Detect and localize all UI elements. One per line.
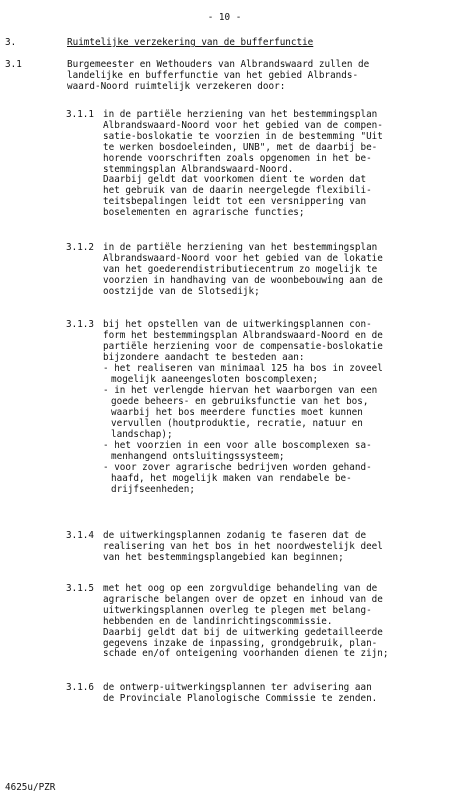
paragraph-line: hebbenden en de landinrichtingscommissie. bbox=[103, 615, 333, 627]
clause-3-1-6-text bbox=[103, 683, 427, 705]
paragraph-line: vervullen (houtproduktie, recratie, natuur en bbox=[111, 417, 363, 429]
section-title-text: Ruimtelijke verzekering van de bufferfunctie bbox=[67, 37, 314, 48]
paragraph-line: form het bestemmingsplan Albrandswaard-Noord en de bbox=[103, 329, 383, 341]
paragraph-line: stemmingsplan Albrandswaard-Noord. bbox=[103, 163, 294, 175]
paragraph-line: de uitwerkingsplannen zodanig te faseren dat de bbox=[103, 530, 367, 541]
paragraph-line: agrarische belangen over de opzet en inhoud van de bbox=[103, 593, 383, 605]
paragraph-line: het gebruik van de daarin neergelegde flexibili- bbox=[103, 185, 372, 197]
paragraph-line: de Provinciale Planologische Commissie te zenden. bbox=[103, 692, 378, 704]
paragraph-line: uitwerkingsplannen overleg te plegen met belang- bbox=[103, 604, 372, 616]
paragraph-line: de ontwerp-uitwerkingsplannen ter advisering aan bbox=[103, 682, 372, 693]
document-code: 4625u/PZR bbox=[5, 782, 56, 793]
bullet-continuation bbox=[111, 474, 427, 496]
clause-3-1-number: 3.1 bbox=[5, 59, 22, 70]
clause-3-1-1-text bbox=[103, 110, 427, 219]
paragraph-line: van het goederendistributiecentrum zo mogelijk te bbox=[103, 263, 378, 275]
clause-3-1-2-text bbox=[103, 243, 427, 298]
bullet-item: - in het verlengde hiervan het waarborgen van een bbox=[103, 385, 378, 396]
section-title bbox=[67, 38, 427, 49]
bullet-item: - het realiseren van minimaal 125 ha bos in zoveel bbox=[103, 362, 383, 374]
paragraph-line: Burgemeester en Wethouders van Albrandswaard zullen de bbox=[67, 59, 370, 70]
paragraph-line: met het oog op een zorgvuldige behandeling van de bbox=[103, 583, 378, 594]
clause-3-1-3-number: 3.1.3 bbox=[66, 319, 94, 330]
paragraph-line: mogelijk aaneengesloten boscomplexen; bbox=[111, 374, 319, 385]
paragraph-line: in de partiële herziening van het bestemmingsplan bbox=[103, 242, 378, 253]
clause-3-1-3-text bbox=[103, 320, 427, 375]
paragraph-line: bij het opstellen van de uitwerkingsplannen con- bbox=[103, 319, 372, 330]
paragraph-line: boselementen en agrarische functies; bbox=[103, 207, 305, 219]
clause-3-1-4-number: 3.1.4 bbox=[66, 530, 94, 541]
paragraph-line: menhangend ontsluitingssysteem; bbox=[111, 451, 285, 462]
paragraph-line: oostzijde van de Slotsedijk; bbox=[103, 285, 260, 297]
paragraph-line: teitsbepalingen leidt tot een versnippering van bbox=[103, 196, 367, 208]
paragraph-line: voorzien in handhaving van de woonbebouwing aan de bbox=[103, 274, 383, 286]
paragraph-line: drijfseenheden; bbox=[111, 483, 195, 495]
paragraph-line: te werken bosdoeleinden, UNB", met de daarbij be- bbox=[103, 141, 378, 153]
clause-3-1-4-text bbox=[103, 531, 427, 564]
paragraph-line: Albrandswaard-Noord voor het gebied van de compen- bbox=[103, 119, 383, 131]
paragraph-line: van het bestemmingsplangebied kan beginnen; bbox=[103, 551, 344, 563]
paragraph-line: partiële herziening voor de compensatie-boslokatie bbox=[103, 340, 383, 352]
paragraph-line: landschap); bbox=[111, 428, 173, 440]
clause-3-1-1-number: 3.1.1 bbox=[66, 109, 94, 120]
bullet-continuation bbox=[111, 397, 427, 441]
paragraph-line: realisering van het bos in het noordwestelijk deel bbox=[103, 540, 383, 552]
paragraph-line: goede beheers- en gebruiksfunctie van het bos, bbox=[111, 396, 369, 407]
paragraph-line: satie-boslokatie te voorzien in de bestemming "Uit bbox=[103, 130, 383, 142]
paragraph-line: bijzondere aandacht te besteden aan: bbox=[103, 351, 305, 363]
clause-3-1-5-text bbox=[103, 584, 427, 660]
section-number: 3. bbox=[5, 37, 17, 48]
paragraph-line: Daarbij geldt dat bij de uitwerking gedetailleerde bbox=[103, 626, 383, 638]
bullet-item: - het voorzien in een voor alle boscomplexen sa- bbox=[103, 440, 372, 451]
clause-3-1-6-number: 3.1.6 bbox=[66, 682, 94, 693]
paragraph-line: gegevens inzake de inpassing, grondgebruik, plan- bbox=[103, 637, 378, 649]
clause-3-1-text bbox=[67, 60, 427, 93]
paragraph-line: schade en/of onteigening voorhanden dienen te zijn; bbox=[103, 648, 389, 660]
paragraph-line: waard-Noord ruimtelijk verzekeren door: bbox=[67, 80, 286, 92]
paragraph-line: haafd, het mogelijk maken van rendabele be- bbox=[111, 473, 352, 484]
paragraph-line: waarbij het bos meerdere functies moet kunnen bbox=[111, 406, 363, 418]
paragraph-line: Daarbij geldt dat voorkomen dient te worden dat bbox=[103, 174, 367, 186]
page-number: - 10 - bbox=[207, 12, 242, 23]
paragraph-line: Albrandswaard-Noord voor het gebied van de lokatie bbox=[103, 252, 383, 264]
paragraph-line: horende voorschriften zoals opgenomen in het be- bbox=[103, 152, 372, 164]
clause-3-1-2-number: 3.1.2 bbox=[66, 242, 94, 253]
paragraph-line: landelijke en bufferfunctie van het gebied Albrands- bbox=[67, 69, 359, 81]
paragraph-line: in de partiële herziening van het bestemmingsplan bbox=[103, 109, 378, 120]
clause-3-1-5-number: 3.1.5 bbox=[66, 583, 94, 594]
bullet-item: - voor zover agrarische bedrijven worden gehand- bbox=[103, 462, 372, 473]
